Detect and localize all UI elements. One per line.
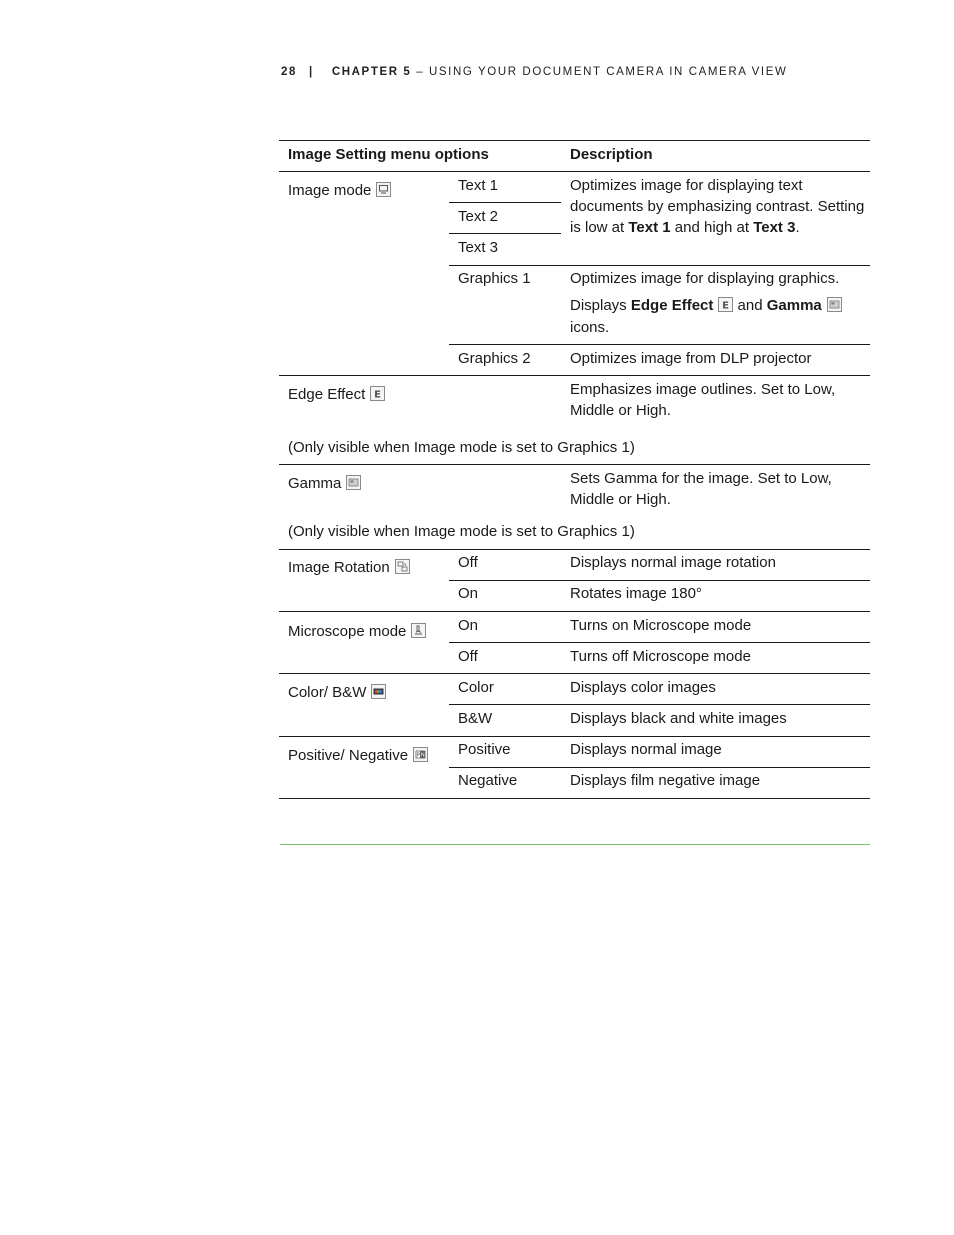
image-mode-label: Image mode xyxy=(288,182,372,199)
positive-negative-label: Positive/ Negative xyxy=(288,747,409,764)
running-header xyxy=(281,66,787,78)
section-rule xyxy=(279,464,870,465)
svg-text:E: E xyxy=(374,389,382,400)
description-bold-gamma: Gamma xyxy=(766,297,822,314)
positive-negative-icon xyxy=(413,747,428,762)
description-text: and xyxy=(733,297,767,314)
option-text3: Text 3 xyxy=(458,239,499,256)
description-text: Displays xyxy=(570,297,631,314)
table-bottom-rule xyxy=(279,798,870,799)
microscope-icon xyxy=(411,623,426,638)
edge-effect-note: (Only visible when Image mode is set to Graphics 1) xyxy=(288,439,635,456)
posneg-option-negative: Negative xyxy=(458,772,518,789)
row-rule xyxy=(449,233,561,234)
positive-description: Displays normal image xyxy=(570,741,722,758)
color-option-color: Color xyxy=(458,679,494,696)
microscope-on-description: Turns on Microscope mode xyxy=(570,617,752,634)
graphics1-description-line3: icons. xyxy=(570,319,610,336)
row-rule xyxy=(449,642,870,643)
option-graphics1: Graphics 1 xyxy=(458,270,531,287)
option-text1: Text 1 xyxy=(458,177,499,194)
image-mode-setting xyxy=(288,180,391,201)
gamma-setting xyxy=(288,473,361,494)
microscope-option-on: On xyxy=(458,617,479,634)
svg-text:E: E xyxy=(722,300,730,311)
edge-effect-description: Emphasizes image outlines. Set to Low, Middle or High. xyxy=(570,381,836,419)
option-graphics2: Graphics 2 xyxy=(458,350,531,367)
row-rule xyxy=(449,265,870,266)
column-header-options: Image Setting menu options xyxy=(288,146,489,163)
microscope-mode-label: Microscope mode xyxy=(288,623,407,640)
graphics1-description-line2 xyxy=(570,295,842,316)
description-text: and high at xyxy=(670,219,754,236)
gamma-description: Sets Gamma for the image. Set to Low, Middle or High. xyxy=(570,470,832,508)
footer-divider xyxy=(280,844,870,845)
section-rule xyxy=(279,736,870,737)
section-rule xyxy=(279,673,870,674)
page-number: 28 xyxy=(281,66,297,78)
description-bold-edge-effect: Edge Effect xyxy=(630,297,714,314)
description-bold-text3: Text 3 xyxy=(753,219,796,236)
option-text2: Text 2 xyxy=(458,208,499,225)
gamma-icon xyxy=(346,475,361,490)
description-text: Optimizes image for displaying text documents by emphasizing contrast. Setting is low at xyxy=(570,177,865,236)
image-rotation-label: Image Rotation xyxy=(288,559,390,576)
graphics1-description-line1: Optimizes image for displaying graphics. xyxy=(570,270,840,287)
posneg-option-positive: Positive xyxy=(458,741,511,758)
description-text: . xyxy=(795,219,800,236)
row-rule xyxy=(449,344,870,345)
text-modes-description xyxy=(570,175,866,238)
gamma-note: (Only visible when Image mode is set to Graphics 1) xyxy=(288,523,635,540)
description-bold-text1: Text 1 xyxy=(628,219,671,236)
edge-effect-label: Edge Effect xyxy=(288,386,366,403)
color-bw-setting xyxy=(288,682,386,703)
row-rule xyxy=(449,704,870,705)
rotation-option-on: On xyxy=(458,585,479,602)
chapter-title: – USING YOUR DOCUMENT CAMERA IN CAMERA VIEW xyxy=(411,66,788,78)
section-rule xyxy=(279,549,870,550)
column-header-description: Description xyxy=(570,146,653,163)
color-description: Displays color images xyxy=(570,679,716,696)
image-rotation-setting xyxy=(288,557,410,578)
image-rotation-icon xyxy=(395,559,410,574)
rotation-on-description: Rotates image 180° xyxy=(570,585,702,602)
svg-text:N: N xyxy=(420,752,425,759)
gamma-icon xyxy=(827,297,842,312)
table-top-rule xyxy=(279,140,870,141)
header-bottom-rule xyxy=(279,171,870,172)
edge-effect-icon xyxy=(370,386,385,401)
svg-text:P: P xyxy=(416,752,420,759)
rotation-off-description: Displays normal image rotation xyxy=(570,554,776,571)
edge-effect-icon xyxy=(718,297,733,312)
graphics2-description: Optimizes image from DLP projector xyxy=(570,350,812,367)
microscope-mode-setting xyxy=(288,621,426,642)
microscope-off-description: Turns off Microscope mode xyxy=(570,648,751,665)
chapter-label: CHAPTER 5 xyxy=(331,66,412,78)
section-rule xyxy=(279,375,870,376)
rotation-option-off: Off xyxy=(458,554,478,571)
color-option-bw: B&W xyxy=(458,710,493,727)
negative-description: Displays film negative image xyxy=(570,772,761,789)
row-rule xyxy=(449,202,561,203)
gamma-label: Gamma xyxy=(288,475,342,492)
bw-description: Displays black and white images xyxy=(570,710,787,727)
color-bw-icon xyxy=(371,684,386,699)
header-separator: | xyxy=(309,66,314,78)
row-rule xyxy=(449,767,870,768)
positive-negative-setting xyxy=(288,745,428,766)
section-rule xyxy=(279,611,870,612)
color-bw-label: Color/ B&W xyxy=(288,684,367,701)
image-mode-icon xyxy=(376,182,391,197)
microscope-option-off: Off xyxy=(458,648,478,665)
edge-effect-setting xyxy=(288,384,385,405)
row-rule xyxy=(449,580,870,581)
